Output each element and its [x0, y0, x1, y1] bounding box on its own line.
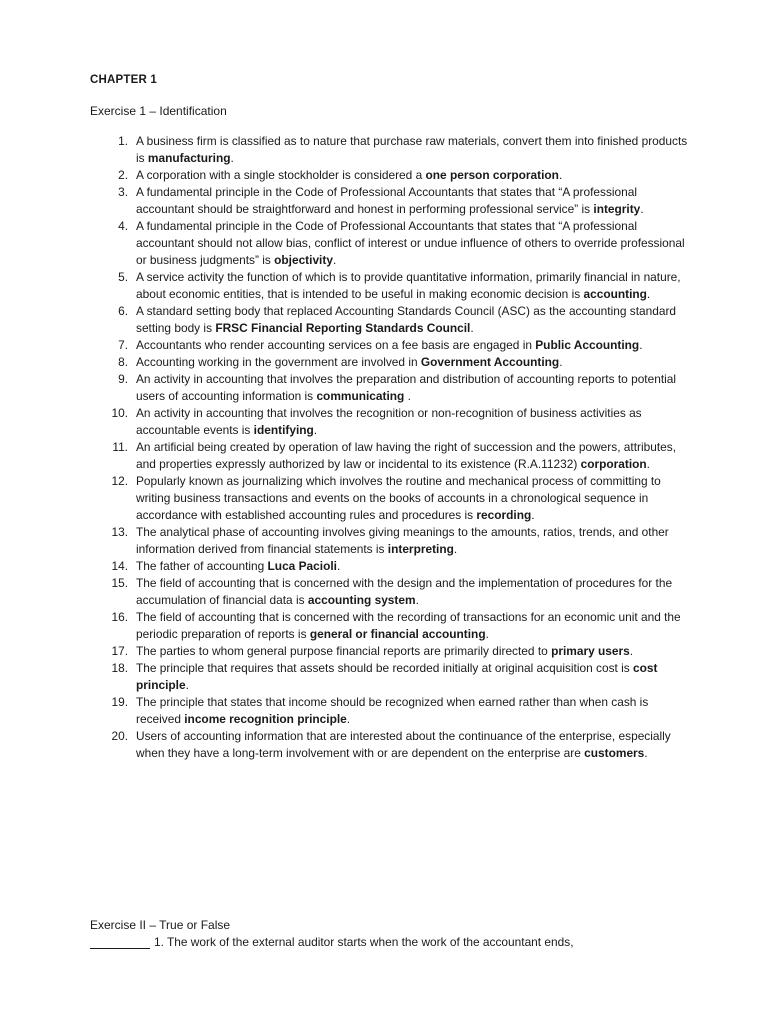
- item-answer: interpreting: [387, 542, 454, 556]
- list-item: [0, 167, 768, 184]
- answer-blank[interactable]: [90, 936, 150, 949]
- item-suffix: .: [470, 321, 474, 335]
- true-false-item: [90, 935, 574, 949]
- item-answer: integrity: [593, 202, 641, 216]
- item-answer: one person corporation: [425, 168, 559, 182]
- item-text: The parties to whom general purpose financial reports are primarily directed to: [136, 644, 552, 658]
- item-answer: corporation: [580, 457, 647, 471]
- item-suffix: .: [639, 338, 643, 352]
- item-number: 8.: [118, 355, 128, 369]
- identification-list: [0, 133, 768, 762]
- item-answer: accounting system: [307, 593, 416, 607]
- item-number: 18.: [111, 661, 128, 675]
- item-number: 16.: [111, 610, 128, 624]
- item-answer: customers: [584, 746, 645, 760]
- item-answer: manufacturing: [147, 151, 231, 165]
- item-text: The principle that states that income should be recognized when earned rather than when cash is received: [136, 695, 649, 726]
- item-suffix: .: [313, 423, 318, 437]
- item-suffix: .: [644, 746, 648, 760]
- item-text: A fundamental principle in the Code of Professional Accountants that states that “A professional accountant should not allow bias, conflict of interest or undue influence of others to override professional or business judgments” is: [136, 219, 685, 267]
- item-text: Accounting working in the government are involved in: [136, 355, 421, 369]
- item-text: A standard setting body that replaced Accounting Standards Council (ASC) as the accounting standard setting body is: [136, 304, 677, 335]
- list-item: [0, 354, 768, 371]
- item-number: 9.: [118, 372, 128, 386]
- item-number: 14.: [111, 559, 128, 573]
- item-suffix: .: [640, 202, 644, 216]
- list-item: [0, 405, 768, 439]
- item-answer: income recognition principle: [184, 712, 347, 726]
- list-item: [0, 558, 768, 575]
- exercise-2-title: Exercise II – True or False: [90, 918, 231, 932]
- item-text: Popularly known as journalizing which involves the routine and mechanical process of committing to writing business transactions and events on the books of accounts in a chronological sequence in accordance with established accounting rules and procedures is: [136, 474, 661, 522]
- item-text: An activity in accounting that involves the recognition or non-recognition of business activities as accountable events is: [136, 406, 642, 437]
- item-text: The field of accounting that is concerned with the design and the implementation of procedures for the accumulation of financial data is: [136, 576, 673, 607]
- item-answer: identifying: [253, 423, 314, 437]
- item-answer: cost principle: [136, 661, 658, 692]
- item-number: 6.: [118, 304, 128, 318]
- item-text: The field of accounting that is concerned with the recording of transactions for an economic unit and the periodic preparation of reports is: [136, 610, 681, 641]
- list-item: [0, 303, 768, 337]
- item-answer: general or financial accounting: [309, 627, 486, 641]
- item-number: 10.: [111, 406, 128, 420]
- item-number: 2.: [118, 168, 128, 182]
- item-number: 12.: [111, 474, 128, 488]
- item-text: A service activity the function of which is to provide quantitative information, primarily financial in nature, about economic entities, that is intended to be useful in making economic decision is: [136, 270, 681, 301]
- item-suffix: .: [485, 627, 489, 641]
- item-suffix: .: [346, 712, 351, 726]
- list-item: [0, 694, 768, 728]
- item-suffix: .: [646, 457, 650, 471]
- item-text: A fundamental principle in the Code of Professional Accountants that states that “A professional accountant should be straightforward and honest in performing professional service” is: [136, 185, 638, 216]
- item-text: The principle that requires that assets should be recorded initially at original acquisition cost is: [136, 661, 634, 675]
- item-answer: Public Accounting: [535, 338, 640, 352]
- item-number: 4.: [118, 219, 128, 233]
- item-suffix: .: [185, 678, 189, 692]
- list-item: [0, 184, 768, 218]
- list-item: [0, 643, 768, 660]
- item-text: The analytical phase of accounting involves giving meanings to the amounts, ratios, trends, and other information derived from financial statements is: [136, 525, 669, 556]
- item-number: 5.: [118, 270, 128, 284]
- list-item: [0, 337, 768, 354]
- list-item: [0, 473, 768, 524]
- item-number: 19.: [111, 695, 128, 709]
- item-suffix: .: [332, 253, 337, 267]
- item-answer: objectivity: [274, 253, 333, 267]
- item-text: Users of accounting information that are interested about the continuance of the enterprise, especially when they have a long-term involvement with or are dependent on the enterprise are: [136, 729, 671, 760]
- chapter-heading: CHAPTER 1: [90, 74, 157, 86]
- item-number: 1.: [118, 134, 128, 148]
- item-text: Accountants who render accounting services on a fee basis are engaged in: [136, 338, 536, 352]
- list-item: [0, 439, 768, 473]
- item-text: An artificial being created by operation of law having the right of succession and the powers, attributes, and properties expressly authorized by law or incidental to its existence (R.A.11232): [136, 440, 677, 471]
- item-answer: accounting: [583, 287, 647, 301]
- item-text: A business firm is classified as to nature that purchase raw materials, convert them into finished products is: [136, 134, 688, 165]
- item-number: 20.: [111, 729, 128, 743]
- item-number: 7.: [118, 338, 128, 352]
- item-text: An activity in accounting that involves the preparation and distribution of accounting reports to potential users of accounting information is: [136, 372, 677, 403]
- item-number: 17.: [111, 644, 128, 658]
- list-item: [0, 269, 768, 303]
- item-answer: primary users: [551, 644, 630, 658]
- item-suffix: .: [404, 389, 411, 403]
- item-number: 3.: [118, 185, 128, 199]
- item-text: A corporation with a single stockholder is considered a: [136, 168, 426, 182]
- item-number: 11.: [112, 440, 128, 454]
- item-number: 15.: [111, 576, 128, 590]
- item-suffix: .: [336, 559, 341, 573]
- list-item: [0, 660, 768, 694]
- item-number: 13.: [111, 525, 128, 539]
- list-item: [0, 609, 768, 643]
- list-item: [0, 133, 768, 167]
- true-false-text: 1. The work of the external auditor starts when the work of the accountant ends,: [154, 935, 574, 949]
- list-item: [0, 728, 768, 762]
- exercise-1-title: Exercise 1 – Identification: [90, 104, 227, 118]
- item-answer: FRSC Financial Reporting Standards Council: [215, 321, 471, 335]
- item-answer: recording: [476, 508, 532, 522]
- item-suffix: .: [646, 287, 651, 301]
- item-answer: Luca Pacioli: [267, 559, 337, 573]
- list-item: [0, 218, 768, 269]
- list-item: [0, 524, 768, 558]
- item-answer: Government Accounting: [420, 355, 560, 369]
- item-text: The father of accounting: [136, 559, 268, 573]
- item-suffix: .: [629, 644, 634, 658]
- item-suffix: .: [558, 168, 563, 182]
- item-suffix: .: [415, 593, 419, 607]
- list-item: [0, 575, 768, 609]
- item-suffix: .: [230, 151, 234, 165]
- item-suffix: .: [453, 542, 458, 556]
- list-item: [0, 371, 768, 405]
- item-answer: communicating: [316, 389, 405, 403]
- item-suffix: .: [531, 508, 535, 522]
- item-suffix: .: [559, 355, 563, 369]
